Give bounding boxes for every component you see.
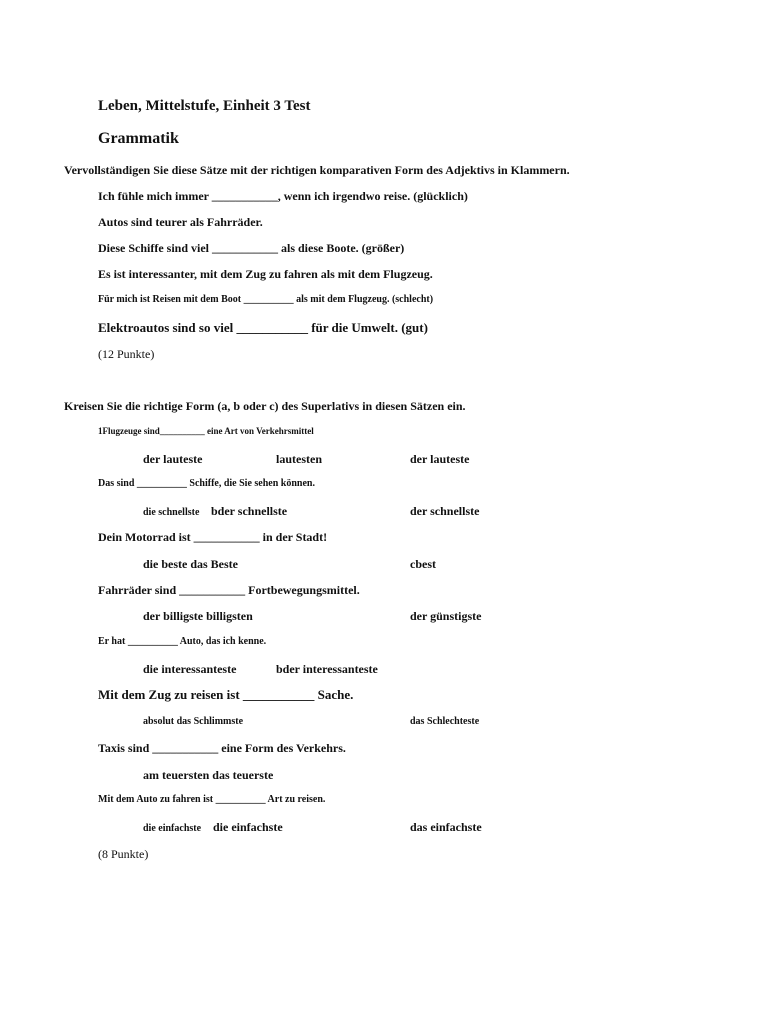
question-2-option-c: der schnellste [410,504,480,518]
question-8-option-a-prefix: die einfachste [143,823,202,834]
question-6-text: Mit dem Zug zu reisen ist ___________ Sache. [98,687,354,702]
question-4-option-a: der billigste billigsten [143,609,253,623]
question-5-option-b: bder interessanteste [276,662,378,676]
question-2-option-a: bder schnellste [211,504,288,518]
question-4-option-c: der günstigste [410,609,482,623]
part1-sentence-4: Es ist interessanter, mit dem Zug zu fahren als mit dem Flugzeug. [98,267,433,281]
part1-points: (12 Punkte) [98,347,155,361]
question-2-text: Das sind __________ Schiffe, die Sie sehen können. [98,478,315,489]
document-title: Leben, Mittelstufe, Einheit 3 Test [98,98,311,114]
question-3-text: Dein Motorrad ist ___________ in der Stadt! [98,530,328,544]
part1-instruction: Vervollständigen Sie diese Sätze mit der richtigen komparativen Form des Adjektivs in Klammern. [64,163,570,177]
question-2-option-a-prefix: die schnellste [143,507,200,518]
part1-sentence-1: Ich fühle mich immer ___________, wenn ich irgendwo reise. (glücklich) [98,189,468,203]
question-5-text: Er hat __________ Auto, das ich kenne. [98,636,267,647]
question-3-option-c: cbest [410,557,436,571]
question-1-option-b: lautesten [276,452,322,466]
part2-instruction: Kreisen Sie die richtige Form (a, b oder c) des Superlativs in diesen Sätzen ein. [64,399,466,413]
part1-sentence-6: Elektroautos sind so viel ___________ für die Umwelt. (gut) [98,320,428,335]
question-6-option-a: absolut das Schlimmste [143,716,244,727]
part1-sentence-5: Für mich ist Reisen mit dem Boot __________ als mit dem Flugzeug. (schlecht) [98,294,434,305]
question-1-option-a: der lauteste [143,452,203,466]
question-5-option-a: die interessanteste [143,662,237,676]
section-heading: Grammatik [98,130,179,147]
question-1-text: 1Flugzeuge sind__________ eine Art von Verkehrsmittel [98,426,314,436]
question-1-option-c: der lauteste [410,452,470,466]
part1-sentence-2: Autos sind teurer als Fahrräder. [98,215,263,229]
question-8-option-c: das einfachste [410,820,482,834]
question-7-text: Taxis sind ___________ eine Form des Verkehrs. [98,741,346,755]
part1-sentence-3: Diese Schiffe sind viel ___________ als diese Boote. (größer) [98,241,405,255]
question-3-option-a: die beste das Beste [143,557,238,571]
question-8-text: Mit dem Auto zu fahren ist __________ Art zu reisen. [98,794,326,805]
question-4-text: Fahrräder sind ___________ Fortbewegungsmittel. [98,583,360,597]
question-8-option-a: die einfachste [213,820,283,834]
question-6-option-c: das Schlechteste [410,716,480,727]
question-7-option-a: am teuersten das teuerste [143,768,274,782]
part2-points: (8 Punkte) [98,847,149,861]
